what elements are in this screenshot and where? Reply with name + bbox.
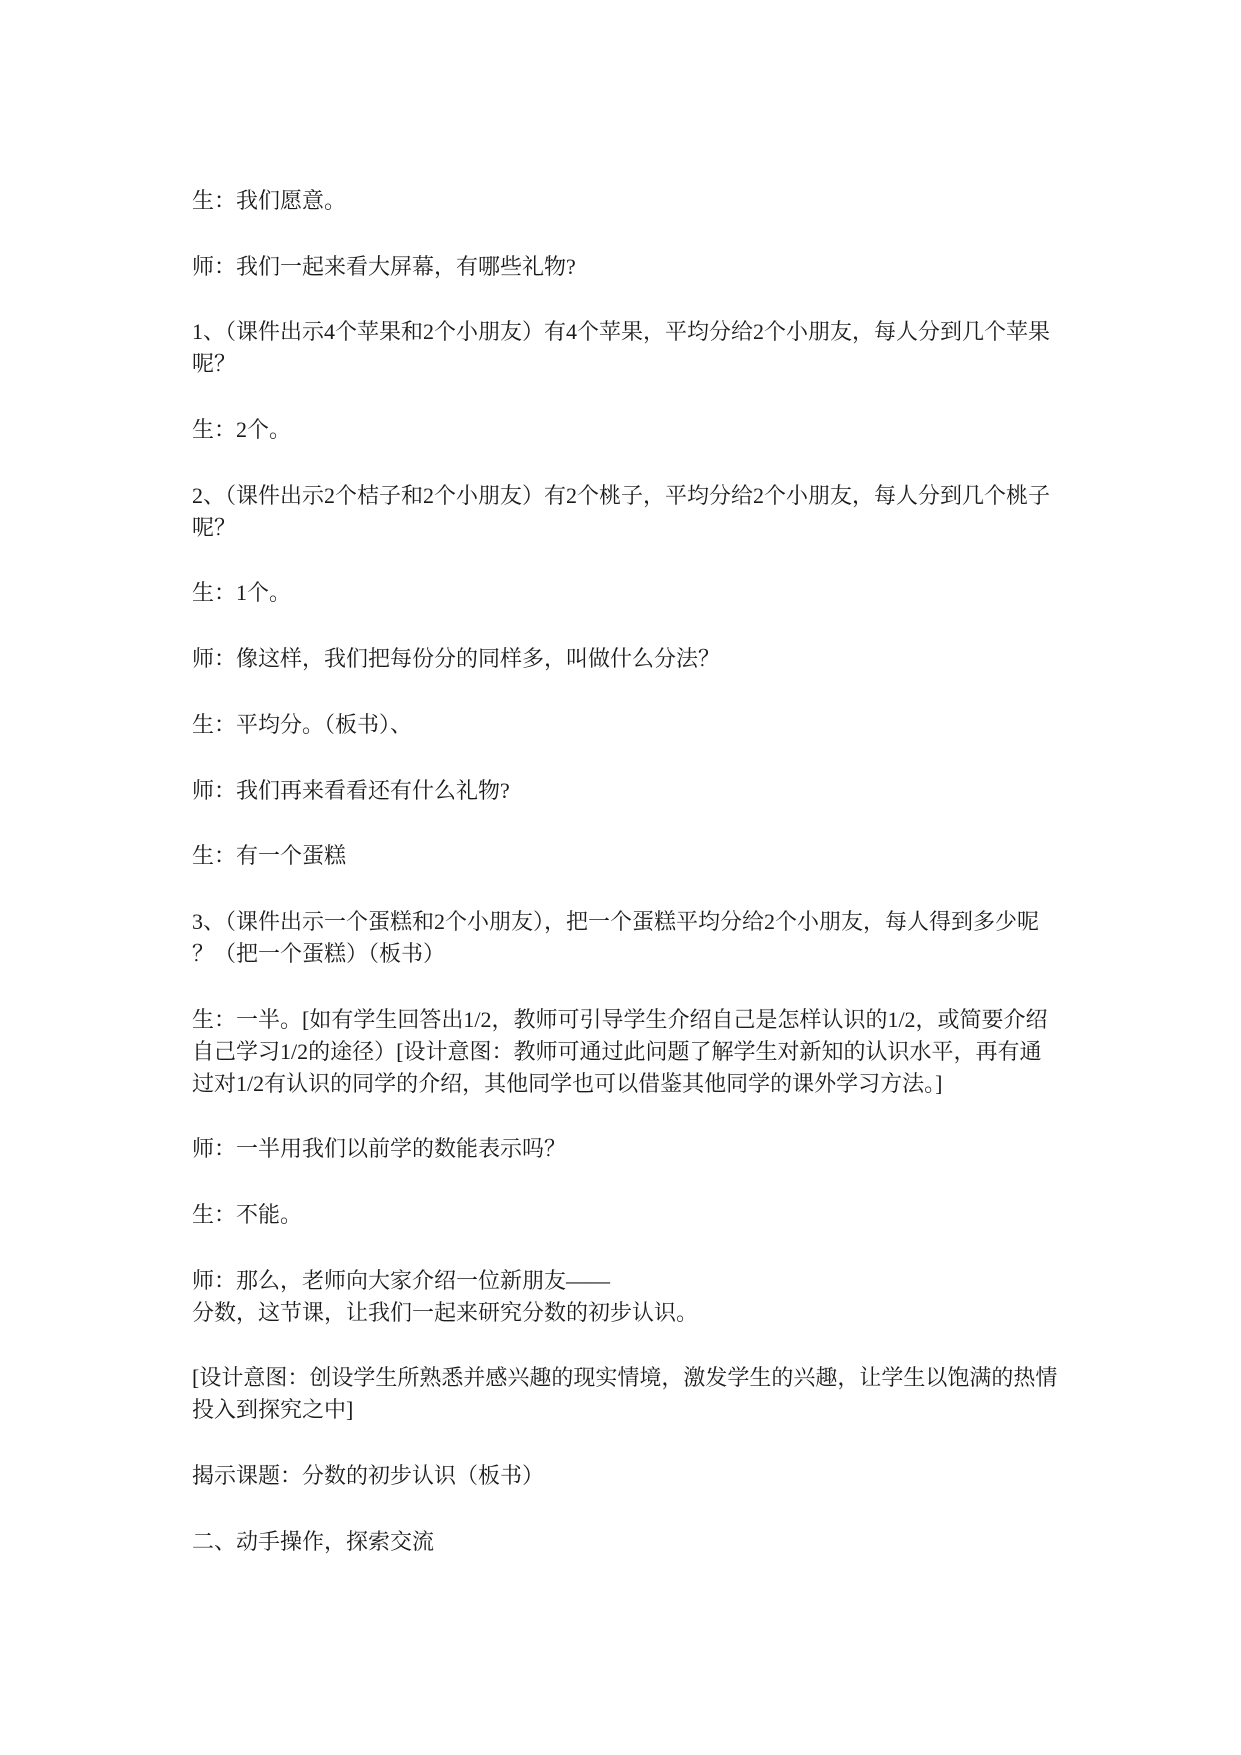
paragraph-teacher-question [192,1133,1112,1165]
paragraph-teacher-question [192,775,1112,807]
paragraph-student-reply [192,709,1112,741]
section-heading [192,1526,1112,1558]
text-line: 生：2个。 [192,417,292,443]
text-line: 师：一半用我们以前学的数能表示吗？ [192,1136,567,1162]
text-line: 师：像这样，我们把每份分的同样多，叫做什么分法？ [192,646,721,672]
paragraph-student-reply [192,840,1112,872]
paragraph-student-reply [192,185,1112,217]
text-line: 呢？ [192,514,237,540]
text-line: [设计意图：创设学生所熟悉并感兴趣的现实情境，激发学生的兴趣，让学生以饱满的热情 [192,1365,1058,1391]
text-line: 揭示课题：分数的初步认识（板书） [192,1463,545,1488]
paragraph-item-1 [192,316,1112,380]
text-line: 生：一半。[如有学生回答出1/2，教师可引导学生介绍自己是怎样认识的1/2，或简要介绍 [192,1006,1048,1032]
text-line: 师：我们一起来看大屏幕，有哪些礼物? [192,253,576,279]
text-line: 分数，这节课，让我们一起来研究分数的初步认识。 [192,1299,699,1325]
paragraph-teacher-question [192,643,1112,675]
text-line: 2、（课件出示2个桔子和2个小朋友）有2个桃子，平均分给2个小朋友，每人分到几个桃子 [192,482,1051,508]
text-line: 师：那么，老师向大家介绍一位新朋友—— [192,1267,611,1293]
text-line: 呢？ [192,351,237,377]
paragraph-student-reply [192,577,1112,609]
text-line: 过对1/2有认识的同学的介绍，其他同学也可以借鉴其他同学的课外学习方法。] [192,1070,943,1096]
paragraph-student-reply-with-note [192,1004,1112,1100]
text-line: 生：我们愿意。 [192,188,347,213]
text-line: 自己学习1/2的途径）[设计意图：教师可通过此问题了解学生对新知的认识水平，再有通 [192,1038,1042,1064]
text-line: 投入到探究之中] [192,1397,354,1423]
paragraph-teacher-intro [192,1265,1112,1329]
text-line: 生：不能。 [192,1201,303,1227]
document-body [192,185,1112,1591]
paragraph-item-3 [192,906,1112,970]
text-line: 3、（课件出示一个蛋糕和2个小朋友），把一个蛋糕平均分给2个小朋友，每人得到多少呢 [192,908,1040,934]
paragraph-item-2 [192,480,1112,544]
text-line: ？（把一个蛋糕）（板书） [192,940,446,966]
paragraph-design-intent [192,1362,1112,1426]
text-line: 生：有一个蛋糕 [192,843,347,869]
paragraph-teacher-question [192,251,1112,283]
text-line: 二、动手操作，探索交流 [192,1528,435,1554]
text-line: 师：我们再来看看还有什么礼物? [192,777,510,803]
paragraph-topic-reveal [192,1460,1112,1492]
text-line: 生：1个。 [192,580,292,606]
paragraph-student-reply [192,414,1112,446]
text-line: 生：平均分。（板书）、 [192,711,413,737]
text-line: 1、（课件出示4个苹果和2个小朋友）有4个苹果，平均分给2个小朋友，每人分到几个苹果 [192,319,1051,345]
paragraph-student-reply [192,1199,1112,1231]
